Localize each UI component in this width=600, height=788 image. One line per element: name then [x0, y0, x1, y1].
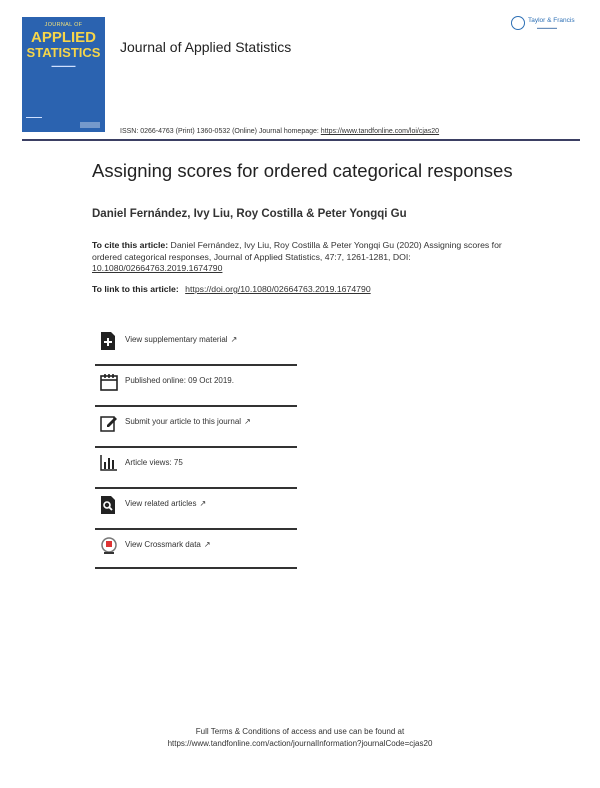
- cite-text: Daniel Fernández, Ivy Liu, Roy Costilla & Peter Yongqi Gu (2020) Assigning scores for ordered categorical responses, Journal of Applied Statistics, 47:7, 1261-1281, DOI:: [92, 240, 502, 262]
- item-divider: [95, 405, 297, 407]
- cover-title-line1: APPLIED: [30, 29, 96, 46]
- calendar-icon: [100, 373, 116, 391]
- item-submit-article[interactable]: [95, 414, 297, 454]
- item-divider: [95, 446, 297, 448]
- item-divider: [95, 487, 297, 489]
- publisher-logo[interactable]: [511, 15, 581, 33]
- item-article-views: [95, 455, 297, 495]
- header-divider: [22, 139, 580, 141]
- item-label: View Crossmark data: [125, 540, 201, 549]
- cover-publisher-mark: [80, 122, 100, 128]
- publisher-logo-icon: [511, 16, 525, 30]
- item-label: Submit your article to this journal: [125, 417, 242, 426]
- issn-line: [120, 128, 439, 135]
- article-doi-link[interactable]: https://doi.org/10.1080/02664763.2019.1674790: [185, 284, 371, 294]
- crossmark-icon: [100, 537, 116, 555]
- item-label: Article views: 75: [125, 458, 183, 467]
- item-divider: [95, 364, 297, 366]
- article-title: Assigning scores for ordered categorical responses: [92, 160, 513, 181]
- search-document-icon: [100, 496, 116, 514]
- external-link-icon: ↗: [203, 540, 211, 549]
- publisher-name: Taylor & Francis: [528, 17, 575, 24]
- cover-subtext: ▬▬▬▬▬▬: [51, 63, 76, 68]
- external-link-icon: ↗: [199, 499, 207, 508]
- bar-chart-icon: [100, 455, 116, 473]
- publisher-tagline: ▬▬▬▬▬: [537, 25, 557, 30]
- item-related-articles[interactable]: [95, 496, 297, 536]
- item-divider: [95, 528, 297, 530]
- external-link-icon: ↗: [244, 417, 251, 426]
- issn-text: ISSN: 0266-4763 (Print) 1360-0532 (Online) Journal homepage:: [120, 128, 319, 135]
- edit-icon: [100, 414, 116, 432]
- cite-doi-link[interactable]: 10.1080/02664763.2019.1674790: [92, 263, 223, 273]
- footer-terms-text: Full Terms & Conditions of access and use can be found at: [195, 727, 405, 736]
- cover-title-line2: STATISTICS: [26, 45, 101, 60]
- item-supplementary-material[interactable]: [95, 332, 297, 372]
- external-link-icon: ↗: [230, 335, 238, 344]
- cover-top-text: JOURNAL OF: [44, 22, 83, 28]
- article-authors: Daniel Fernández, Ivy Liu, Roy Costilla & Peter Yongqi Gu: [92, 208, 407, 220]
- journal-homepage-link[interactable]: https://www.tandfonline.com/loi/cjas20: [320, 128, 440, 135]
- item-published-online: [95, 373, 297, 413]
- item-label: Published online: 09 Oct 2019.: [125, 376, 234, 385]
- item-label: View supplementary material: [125, 335, 228, 344]
- journal-cover: [22, 17, 105, 132]
- item-divider: [95, 567, 297, 569]
- cite-label: To cite this article:: [92, 240, 169, 250]
- item-label: View related articles: [125, 499, 197, 508]
- plus-document-icon: [100, 332, 116, 350]
- cover-footer-mark: [26, 117, 42, 128]
- item-crossmark-data[interactable]: [95, 537, 297, 577]
- journal-title: Journal of Applied Statistics: [120, 39, 292, 55]
- link-label: To link to this article:: [92, 284, 179, 294]
- footer-terms-link[interactable]: https://www.tandfonline.com/action/journalInformation?journalCode=cjas20: [167, 739, 433, 748]
- citation-block: [92, 240, 512, 275]
- article-link-row: [92, 284, 371, 294]
